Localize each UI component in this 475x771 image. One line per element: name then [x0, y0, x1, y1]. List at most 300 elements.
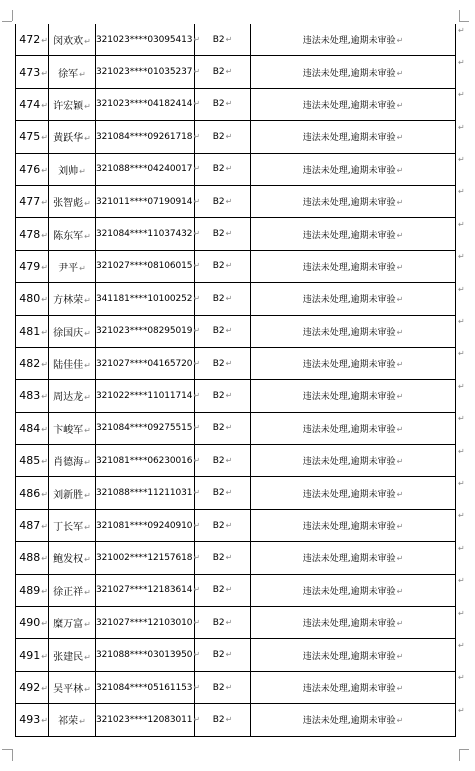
paragraph-mark-icon: ↵ [84, 652, 91, 662]
row-number-cell [16, 607, 49, 639]
paragraph-mark-icon: ↵ [84, 523, 91, 533]
license-class: B2 [212, 131, 225, 142]
license-class: B2 [212, 326, 225, 337]
paragraph-mark-icon: ↵ [396, 619, 404, 629]
paragraph-mark-icon: ↵ [84, 490, 91, 500]
row-end-mark-icon: ↵ [458, 641, 465, 650]
license-class-cell [195, 185, 251, 217]
license-class-cell [195, 671, 251, 703]
id-number: 321084****09275515 [96, 423, 193, 434]
driver-name-cell [49, 88, 96, 120]
paragraph-mark-icon: ↵ [84, 231, 91, 241]
status-text-cell [251, 380, 456, 412]
license-class: B2 [212, 552, 225, 563]
row-number-cell [16, 88, 49, 120]
id-number: 321088****04240017 [96, 164, 193, 175]
paragraph-mark-icon: ↵ [225, 358, 233, 368]
paragraph-mark-icon: ↵ [225, 261, 233, 271]
paragraph-mark-icon: ↵ [193, 34, 200, 44]
row-number-cell [16, 671, 49, 703]
table-row [16, 250, 456, 282]
row-number-cell [16, 121, 49, 153]
id-number-cell [96, 671, 200, 703]
paragraph-mark-icon: ↵ [84, 199, 91, 209]
license-class: B2 [212, 99, 225, 110]
license-class: B2 [212, 34, 225, 45]
paragraph-mark-icon: ↵ [41, 392, 48, 402]
paragraph-mark-icon: ↵ [193, 520, 200, 530]
status-text-cell [251, 88, 456, 120]
license-class-cell [195, 250, 251, 282]
paragraph-mark-icon: ↵ [225, 326, 233, 336]
paragraph-mark-icon: ↵ [396, 262, 404, 272]
driver-name: 糜万富 [53, 619, 84, 631]
row-end-mark-icon: ↵ [458, 349, 465, 358]
license-class: B2 [212, 682, 225, 693]
row-number-cell [16, 380, 49, 412]
row-end-mark-icon: ↵ [458, 382, 465, 391]
license-class-cell [195, 24, 251, 56]
row-end-mark-icon: ↵ [458, 252, 465, 261]
row-number: 480 [19, 292, 41, 306]
status-text: 违法未处理,逾期未审验 [302, 68, 396, 79]
paragraph-mark-icon: ↵ [193, 552, 200, 562]
id-number: 321027****08106015 [96, 261, 193, 272]
paragraph-mark-icon: ↵ [396, 651, 404, 661]
id-number: 321027****12103010 [96, 617, 193, 628]
paragraph-mark-icon: ↵ [41, 586, 48, 596]
paragraph-mark-icon: ↵ [225, 552, 233, 562]
paragraph-mark-icon: ↵ [41, 522, 48, 532]
id-number: 321023****04182414 [96, 99, 193, 110]
row-end-mark-icon: ↵ [458, 317, 465, 326]
status-text: 违法未处理,逾期未审验 [302, 457, 396, 468]
paragraph-mark-icon: ↵ [396, 457, 404, 467]
id-number-cell [96, 542, 200, 574]
table-row [16, 704, 456, 736]
id-number: 341181****10100252 [96, 293, 193, 304]
table-row [16, 347, 456, 379]
paragraph-mark-icon: ↵ [396, 133, 404, 143]
paragraph-mark-icon: ↵ [41, 230, 48, 240]
driver-name: 黄跃华 [53, 133, 84, 145]
license-class: B2 [212, 196, 225, 207]
paragraph-mark-icon: ↵ [225, 617, 233, 627]
row-end-mark-icon: ↵ [458, 706, 465, 715]
paragraph-mark-icon: ↵ [225, 585, 233, 595]
paragraph-mark-icon: ↵ [396, 392, 404, 402]
paragraph-mark-icon: ↵ [396, 586, 404, 596]
driver-name-cell [49, 185, 96, 217]
paragraph-mark-icon: ↵ [41, 554, 48, 564]
driver-name: 方林荣 [53, 295, 84, 307]
paragraph-mark-icon: ↵ [225, 488, 233, 498]
paragraph-mark-icon: ↵ [396, 165, 404, 175]
table-row [16, 56, 456, 88]
paragraph-mark-icon: ↵ [84, 555, 91, 565]
paragraph-mark-icon: ↵ [396, 295, 404, 305]
row-number: 478 [19, 227, 41, 241]
row-number: 476 [19, 162, 41, 176]
paragraph-mark-icon: ↵ [41, 295, 48, 305]
status-text-cell [251, 250, 456, 282]
table-row [16, 218, 456, 250]
row-number-cell [16, 315, 49, 347]
row-number-cell [16, 445, 49, 477]
paragraph-mark-icon: ↵ [225, 131, 233, 141]
row-number-cell [16, 24, 49, 56]
paragraph-mark-icon: ↵ [84, 328, 91, 338]
driver-name: 陈东军 [53, 230, 84, 242]
paragraph-mark-icon: ↵ [193, 164, 200, 174]
table-row [16, 607, 456, 639]
table-row [16, 185, 456, 217]
status-text: 违法未处理,逾期未审验 [302, 586, 396, 597]
id-number-cell [96, 509, 200, 541]
crop-mark-top-left [12, 10, 13, 21]
crop-mark-top-left [2, 21, 12, 22]
row-end-mark-icon: ↵ [458, 58, 465, 67]
status-text-cell [251, 412, 456, 444]
paragraph-mark-icon: ↵ [79, 166, 86, 176]
paragraph-mark-icon: ↵ [41, 651, 48, 661]
paragraph-mark-icon: ↵ [84, 425, 91, 435]
paragraph-mark-icon: ↵ [225, 455, 233, 465]
id-number-cell [96, 56, 200, 88]
paragraph-mark-icon: ↵ [84, 134, 91, 144]
crop-mark-bottom-right [459, 749, 469, 750]
paragraph-mark-icon: ↵ [79, 717, 86, 727]
paragraph-mark-icon: ↵ [396, 230, 404, 240]
row-number-cell [16, 347, 49, 379]
status-text: 违法未处理,逾期未审验 [302, 489, 396, 500]
paragraph-mark-icon: ↵ [193, 682, 200, 692]
driver-name: 尹平 [58, 262, 79, 274]
paragraph-mark-icon: ↵ [84, 393, 91, 403]
paragraph-mark-icon: ↵ [193, 131, 200, 141]
status-text-cell [251, 315, 456, 347]
paragraph-mark-icon: ↵ [396, 684, 404, 693]
paragraph-mark-icon: ↵ [396, 327, 404, 337]
id-number-cell [96, 283, 200, 315]
id-number-cell [96, 477, 200, 509]
paragraph-mark-icon: ↵ [193, 293, 200, 303]
paragraph-mark-icon: ↵ [41, 489, 48, 499]
row-number: 485 [19, 454, 41, 468]
table-row [16, 121, 456, 153]
paragraph-mark-icon: ↵ [396, 198, 404, 208]
license-class: B2 [212, 293, 225, 304]
id-number: 321088****03013950 [96, 650, 193, 661]
driver-name-cell [49, 24, 96, 56]
driver-name: 肖德海 [53, 457, 84, 469]
status-text-cell [251, 185, 456, 217]
paragraph-mark-icon: ↵ [41, 424, 48, 434]
license-class-cell [195, 380, 251, 412]
paragraph-mark-icon: ↵ [225, 520, 233, 530]
paragraph-mark-icon: ↵ [225, 682, 233, 692]
id-number: 321027****04165720 [96, 358, 193, 369]
crop-mark-bottom-left [2, 749, 12, 750]
license-class: B2 [212, 488, 225, 499]
driver-name: 祁荣 [58, 716, 79, 728]
id-number: 321084****05161153 [96, 682, 193, 693]
row-number-cell [16, 218, 49, 250]
row-end-mark-icon: ↵ [458, 673, 465, 682]
paragraph-mark-icon: ↵ [41, 619, 48, 629]
paragraph-mark-icon: ↵ [225, 34, 233, 44]
paragraph-mark-icon: ↵ [41, 360, 48, 370]
row-number: 473 [19, 65, 41, 79]
status-text: 违法未处理,逾期未审验 [302, 651, 396, 662]
license-class: B2 [212, 358, 225, 369]
row-number: 490 [19, 616, 41, 630]
table-row [16, 445, 456, 477]
driver-name-cell [49, 153, 96, 185]
paragraph-mark-icon: ↵ [79, 69, 86, 79]
id-number-cell [96, 185, 200, 217]
paragraph-mark-icon: ↵ [193, 358, 200, 368]
table-row [16, 412, 456, 444]
paragraph-mark-icon: ↵ [79, 263, 86, 273]
row-number: 475 [19, 130, 41, 144]
records-table [15, 24, 456, 737]
row-number: 477 [19, 195, 41, 209]
paragraph-mark-icon: ↵ [225, 390, 233, 400]
row-number: 481 [19, 324, 41, 338]
paragraph-mark-icon: ↵ [41, 100, 48, 110]
status-text: 违法未处理,逾期未审验 [302, 295, 396, 306]
id-number: 321084****11037432 [96, 229, 193, 240]
license-class-cell [195, 121, 251, 153]
license-class: B2 [212, 229, 225, 240]
paragraph-mark-icon: ↵ [84, 685, 91, 694]
paragraph-mark-icon: ↵ [396, 100, 404, 110]
row-end-mark-icon: ↵ [458, 511, 465, 520]
id-number-cell [96, 218, 200, 250]
status-text-cell [251, 704, 456, 736]
id-number: 321027****12183614 [96, 585, 193, 596]
status-text-cell [251, 153, 456, 185]
paragraph-mark-icon: ↵ [193, 326, 200, 336]
driver-name-cell [49, 56, 96, 88]
id-number: 321023****08295019 [96, 326, 193, 337]
id-number-cell [96, 250, 200, 282]
status-text: 违法未处理,逾期未审验 [302, 716, 396, 727]
paragraph-mark-icon: ↵ [41, 36, 48, 46]
paragraph-mark-icon: ↵ [396, 360, 404, 370]
row-end-mark-icon: ↵ [458, 479, 465, 488]
id-number-cell [96, 121, 200, 153]
status-text: 违法未处理,逾期未审验 [302, 360, 396, 371]
driver-name: 张建民 [53, 651, 84, 663]
row-number-cell [16, 185, 49, 217]
paragraph-mark-icon: ↵ [193, 99, 200, 109]
paragraph-mark-icon: ↵ [225, 67, 233, 77]
crop-mark-bottom-right [459, 749, 460, 761]
driver-name-cell [49, 315, 96, 347]
license-class-cell [195, 607, 251, 639]
row-end-mark-icon: ↵ [458, 187, 465, 196]
paragraph-mark-icon: ↵ [193, 488, 200, 498]
row-number-cell [16, 283, 49, 315]
paragraph-mark-icon: ↵ [193, 67, 200, 77]
paragraph-mark-icon: ↵ [41, 457, 48, 467]
id-number: 321081****06230016 [96, 455, 193, 466]
paragraph-mark-icon: ↵ [193, 617, 200, 627]
row-number-cell [16, 477, 49, 509]
license-class-cell [195, 88, 251, 120]
paragraph-mark-icon: ↵ [41, 165, 48, 175]
id-number: 321023****01035237 [96, 67, 193, 78]
license-class: B2 [212, 390, 225, 401]
row-number: 488 [19, 551, 41, 565]
license-class-cell [195, 56, 251, 88]
table-row [16, 477, 456, 509]
status-text: 违法未处理,逾期未审验 [302, 424, 396, 435]
row-end-mark-icon: ↵ [458, 414, 465, 423]
row-number: 472 [19, 33, 41, 47]
status-text: 违法未处理,逾期未审验 [302, 230, 396, 241]
status-text-cell [251, 607, 456, 639]
table-row [16, 153, 456, 185]
status-text: 违法未处理,逾期未审验 [302, 133, 396, 144]
paragraph-mark-icon: ↵ [225, 293, 233, 303]
id-number: 321088****11211031 [96, 488, 193, 499]
paragraph-mark-icon: ↵ [225, 99, 233, 109]
row-number-cell [16, 574, 49, 606]
license-class-cell [195, 639, 251, 671]
driver-name-cell [49, 477, 96, 509]
status-text: 违法未处理,逾期未审验 [302, 392, 396, 403]
paragraph-mark-icon: ↵ [84, 361, 91, 371]
license-class-cell [195, 315, 251, 347]
row-number: 474 [19, 97, 41, 111]
license-class: B2 [212, 650, 225, 661]
id-number-cell [96, 153, 200, 185]
status-text-cell [251, 639, 456, 671]
table-row [16, 88, 456, 120]
license-class: B2 [212, 423, 225, 434]
paragraph-mark-icon: ↵ [41, 262, 48, 272]
row-end-mark-icon: ↵ [458, 609, 465, 618]
row-end-mark-icon: ↵ [458, 26, 465, 35]
table-row [16, 509, 456, 541]
license-class: B2 [212, 164, 225, 175]
paragraph-mark-icon: ↵ [225, 423, 233, 433]
paragraph-mark-icon: ↵ [225, 650, 233, 660]
id-number: 321022****11011714 [96, 390, 193, 401]
paragraph-mark-icon: ↵ [396, 68, 404, 78]
license-class: B2 [212, 714, 225, 725]
license-class: B2 [212, 261, 225, 272]
driver-name-cell [49, 445, 96, 477]
driver-name: 陆佳佳 [53, 360, 84, 372]
paragraph-mark-icon: ↵ [41, 327, 48, 337]
status-text: 违法未处理,逾期未审验 [302, 327, 396, 338]
status-text-cell [251, 218, 456, 250]
row-number: 489 [19, 583, 41, 597]
row-end-mark-icon: ↵ [458, 576, 465, 585]
driver-name-cell [49, 574, 96, 606]
row-number-cell [16, 153, 49, 185]
row-number-cell [16, 509, 49, 541]
paragraph-mark-icon: ↵ [193, 261, 200, 271]
table-row [16, 24, 456, 56]
status-text: 违法未处理,逾期未审验 [302, 262, 396, 273]
id-number: 321002****12157618 [96, 552, 193, 563]
status-text-cell [251, 283, 456, 315]
status-text-cell [251, 56, 456, 88]
driver-name: 吴平林 [53, 684, 84, 695]
driver-name: 闵欢欢 [53, 36, 84, 48]
row-end-mark-icon: ↵ [458, 90, 465, 99]
license-class-cell [195, 542, 251, 574]
paragraph-mark-icon: ↵ [193, 229, 200, 239]
status-text-cell [251, 347, 456, 379]
crop-mark-top-right [459, 21, 469, 22]
driver-name: 丁长军 [53, 522, 84, 534]
paragraph-mark-icon: ↵ [193, 585, 200, 595]
id-number-cell [96, 380, 200, 412]
paragraph-mark-icon: ↵ [225, 196, 233, 206]
driver-name: 徐正祥 [53, 586, 84, 598]
paragraph-mark-icon: ↵ [84, 101, 91, 111]
driver-name: 刘帅 [58, 165, 79, 177]
id-number: 321081****09240910 [96, 520, 193, 531]
id-number-cell [96, 639, 200, 671]
crop-mark-bottom-left [12, 749, 13, 761]
driver-name: 徐军 [58, 68, 79, 80]
driver-name-cell [49, 671, 96, 703]
row-end-mark-icon: ↵ [458, 447, 465, 456]
paragraph-mark-icon: ↵ [84, 458, 91, 468]
driver-name-cell [49, 639, 96, 671]
id-number-cell [96, 24, 200, 56]
row-number: 486 [19, 486, 41, 500]
id-number-cell [96, 315, 200, 347]
status-text-cell [251, 121, 456, 153]
status-text-cell [251, 542, 456, 574]
paragraph-mark-icon: ↵ [41, 198, 48, 208]
paragraph-mark-icon: ↵ [41, 684, 48, 693]
driver-name-cell [49, 509, 96, 541]
license-class-cell [195, 347, 251, 379]
table-row [16, 315, 456, 347]
status-text: 违法未处理,逾期未审验 [302, 100, 396, 111]
row-number: 492 [19, 681, 41, 694]
paragraph-mark-icon: ↵ [396, 554, 404, 564]
paragraph-mark-icon: ↵ [396, 36, 404, 46]
status-text: 违法未处理,逾期未审验 [302, 619, 396, 630]
license-class-cell [195, 445, 251, 477]
row-number: 493 [19, 713, 41, 727]
driver-name-cell [49, 380, 96, 412]
row-end-mark-icon: ↵ [458, 220, 465, 229]
id-number-cell [96, 607, 200, 639]
license-class-cell [195, 477, 251, 509]
table-row [16, 380, 456, 412]
status-text-cell [251, 477, 456, 509]
paragraph-mark-icon: ↵ [41, 133, 48, 143]
driver-name-cell [49, 607, 96, 639]
driver-name-cell [49, 250, 96, 282]
row-number-cell [16, 412, 49, 444]
row-number-cell [16, 250, 49, 282]
row-end-mark-icon: ↵ [458, 123, 465, 132]
paragraph-mark-icon: ↵ [225, 229, 233, 239]
paragraph-mark-icon: ↵ [193, 455, 200, 465]
